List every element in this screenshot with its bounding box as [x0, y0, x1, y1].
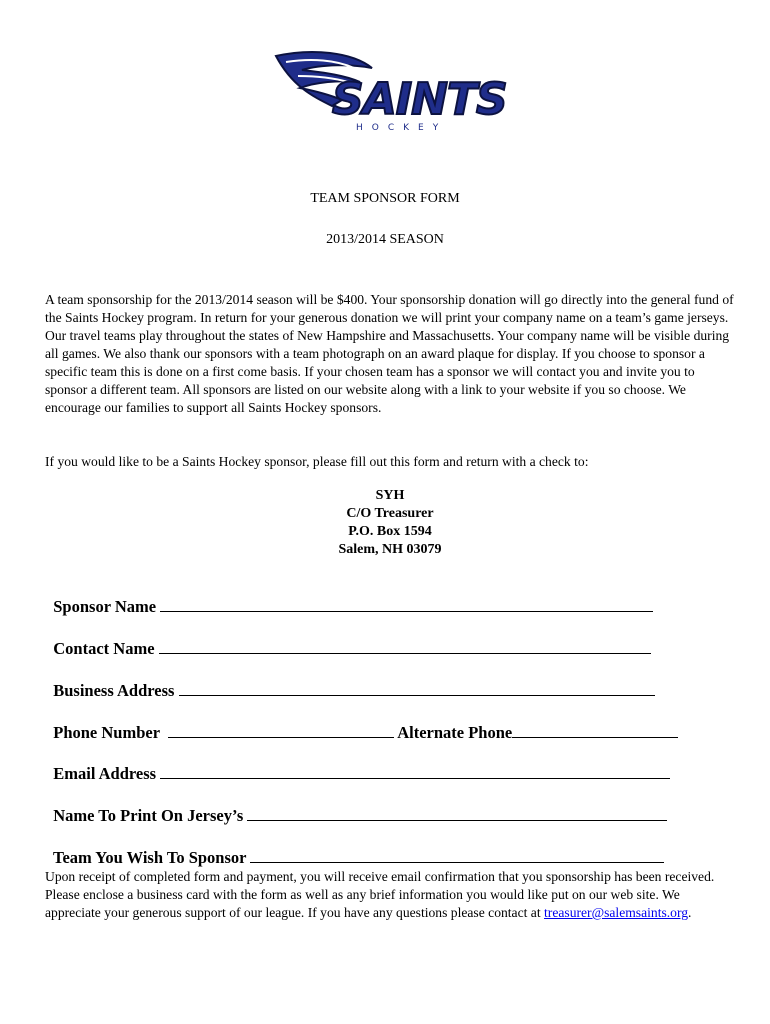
jersey-name-row — [45, 786, 667, 826]
address-line: SYH — [375, 488, 405, 503]
email-address-field[interactable] — [160, 764, 670, 779]
sponsor-name-row — [45, 577, 653, 617]
closing-paragraph — [45, 868, 735, 922]
saints-hockey-logo — [272, 46, 508, 134]
alternate-phone-label: Alternate Phone — [397, 723, 513, 742]
business-address-label: Business Address — [53, 681, 175, 700]
contact-name-row — [45, 619, 651, 659]
address-line: P.O. Box 1594 — [348, 524, 432, 539]
phone-row — [45, 703, 678, 743]
address-line: C/O Treasurer — [346, 506, 434, 521]
form-title: TEAM SPONSOR FORM — [310, 191, 460, 206]
closing-period: . — [688, 905, 692, 920]
logo-subtext: HOCKEY — [356, 123, 448, 133]
email-address-row — [45, 744, 670, 784]
mailing-address — [0, 487, 770, 559]
phone-number-label: Phone Number — [53, 723, 160, 742]
closing-text: Upon receipt of completed form and payment, you will receive email confirmation that you sponsorship has been received. Please enclose a business card with the form as well as any brief information you would like put on our web site. We appreciate your generous support of our league. If you have any questions please contact at — [45, 869, 715, 920]
season-label: 2013/2014 SEASON — [326, 232, 444, 247]
team-sponsor-label: Team You Wish To Sponsor — [52, 848, 247, 867]
jersey-name-field[interactable] — [247, 806, 667, 821]
logo-wordmark: SAINTS — [332, 74, 507, 125]
business-address-field[interactable] — [179, 681, 655, 696]
address-line: Salem, NH 03079 — [338, 542, 442, 557]
intro-paragraph: A team sponsorship for the 2013/2014 season will be $400. Your sponsorship donation will go directly into the general fund of the Saints Hockey program. In return for your generous donation we will print your company name on a team’s game jerseys. Our travel teams play throughout the states of New Hampshire and Massachusetts. Your company name will be visible during all games. We also thank our sponsors with a team photograph on an award plaque for display. If you choose to sponsor a specific team this is done on a first come basis. If your chosen team has a sponsor we will contact you and invite you to sponsor a different team. All sponsors are listed on our website along with a link to your website if you so choose. We encourage our families to support all Saints Hockey sponsors. — [45, 292, 734, 415]
contact-name-label: Contact Name — [53, 639, 155, 658]
saints-logo-graphic — [272, 46, 508, 134]
instruction-text: If you would like to be a Saints Hockey sponsor, please fill out this form and return with a check to: — [45, 454, 589, 469]
business-address-row — [45, 661, 655, 701]
phone-number-field[interactable] — [168, 723, 394, 738]
treasurer-email-link[interactable]: treasurer@salemsaints.org — [544, 905, 689, 920]
email-address-label: Email Address — [53, 764, 157, 783]
jersey-name-label: Name To Print On Jersey’s — [53, 806, 244, 825]
alternate-phone-field[interactable] — [512, 723, 678, 738]
contact-name-field[interactable] — [159, 639, 651, 654]
sponsor-name-field[interactable] — [160, 597, 653, 612]
team-sponsor-field[interactable] — [250, 848, 664, 863]
team-sponsor-row — [45, 828, 664, 868]
sponsor-name-label: Sponsor Name — [53, 597, 157, 616]
